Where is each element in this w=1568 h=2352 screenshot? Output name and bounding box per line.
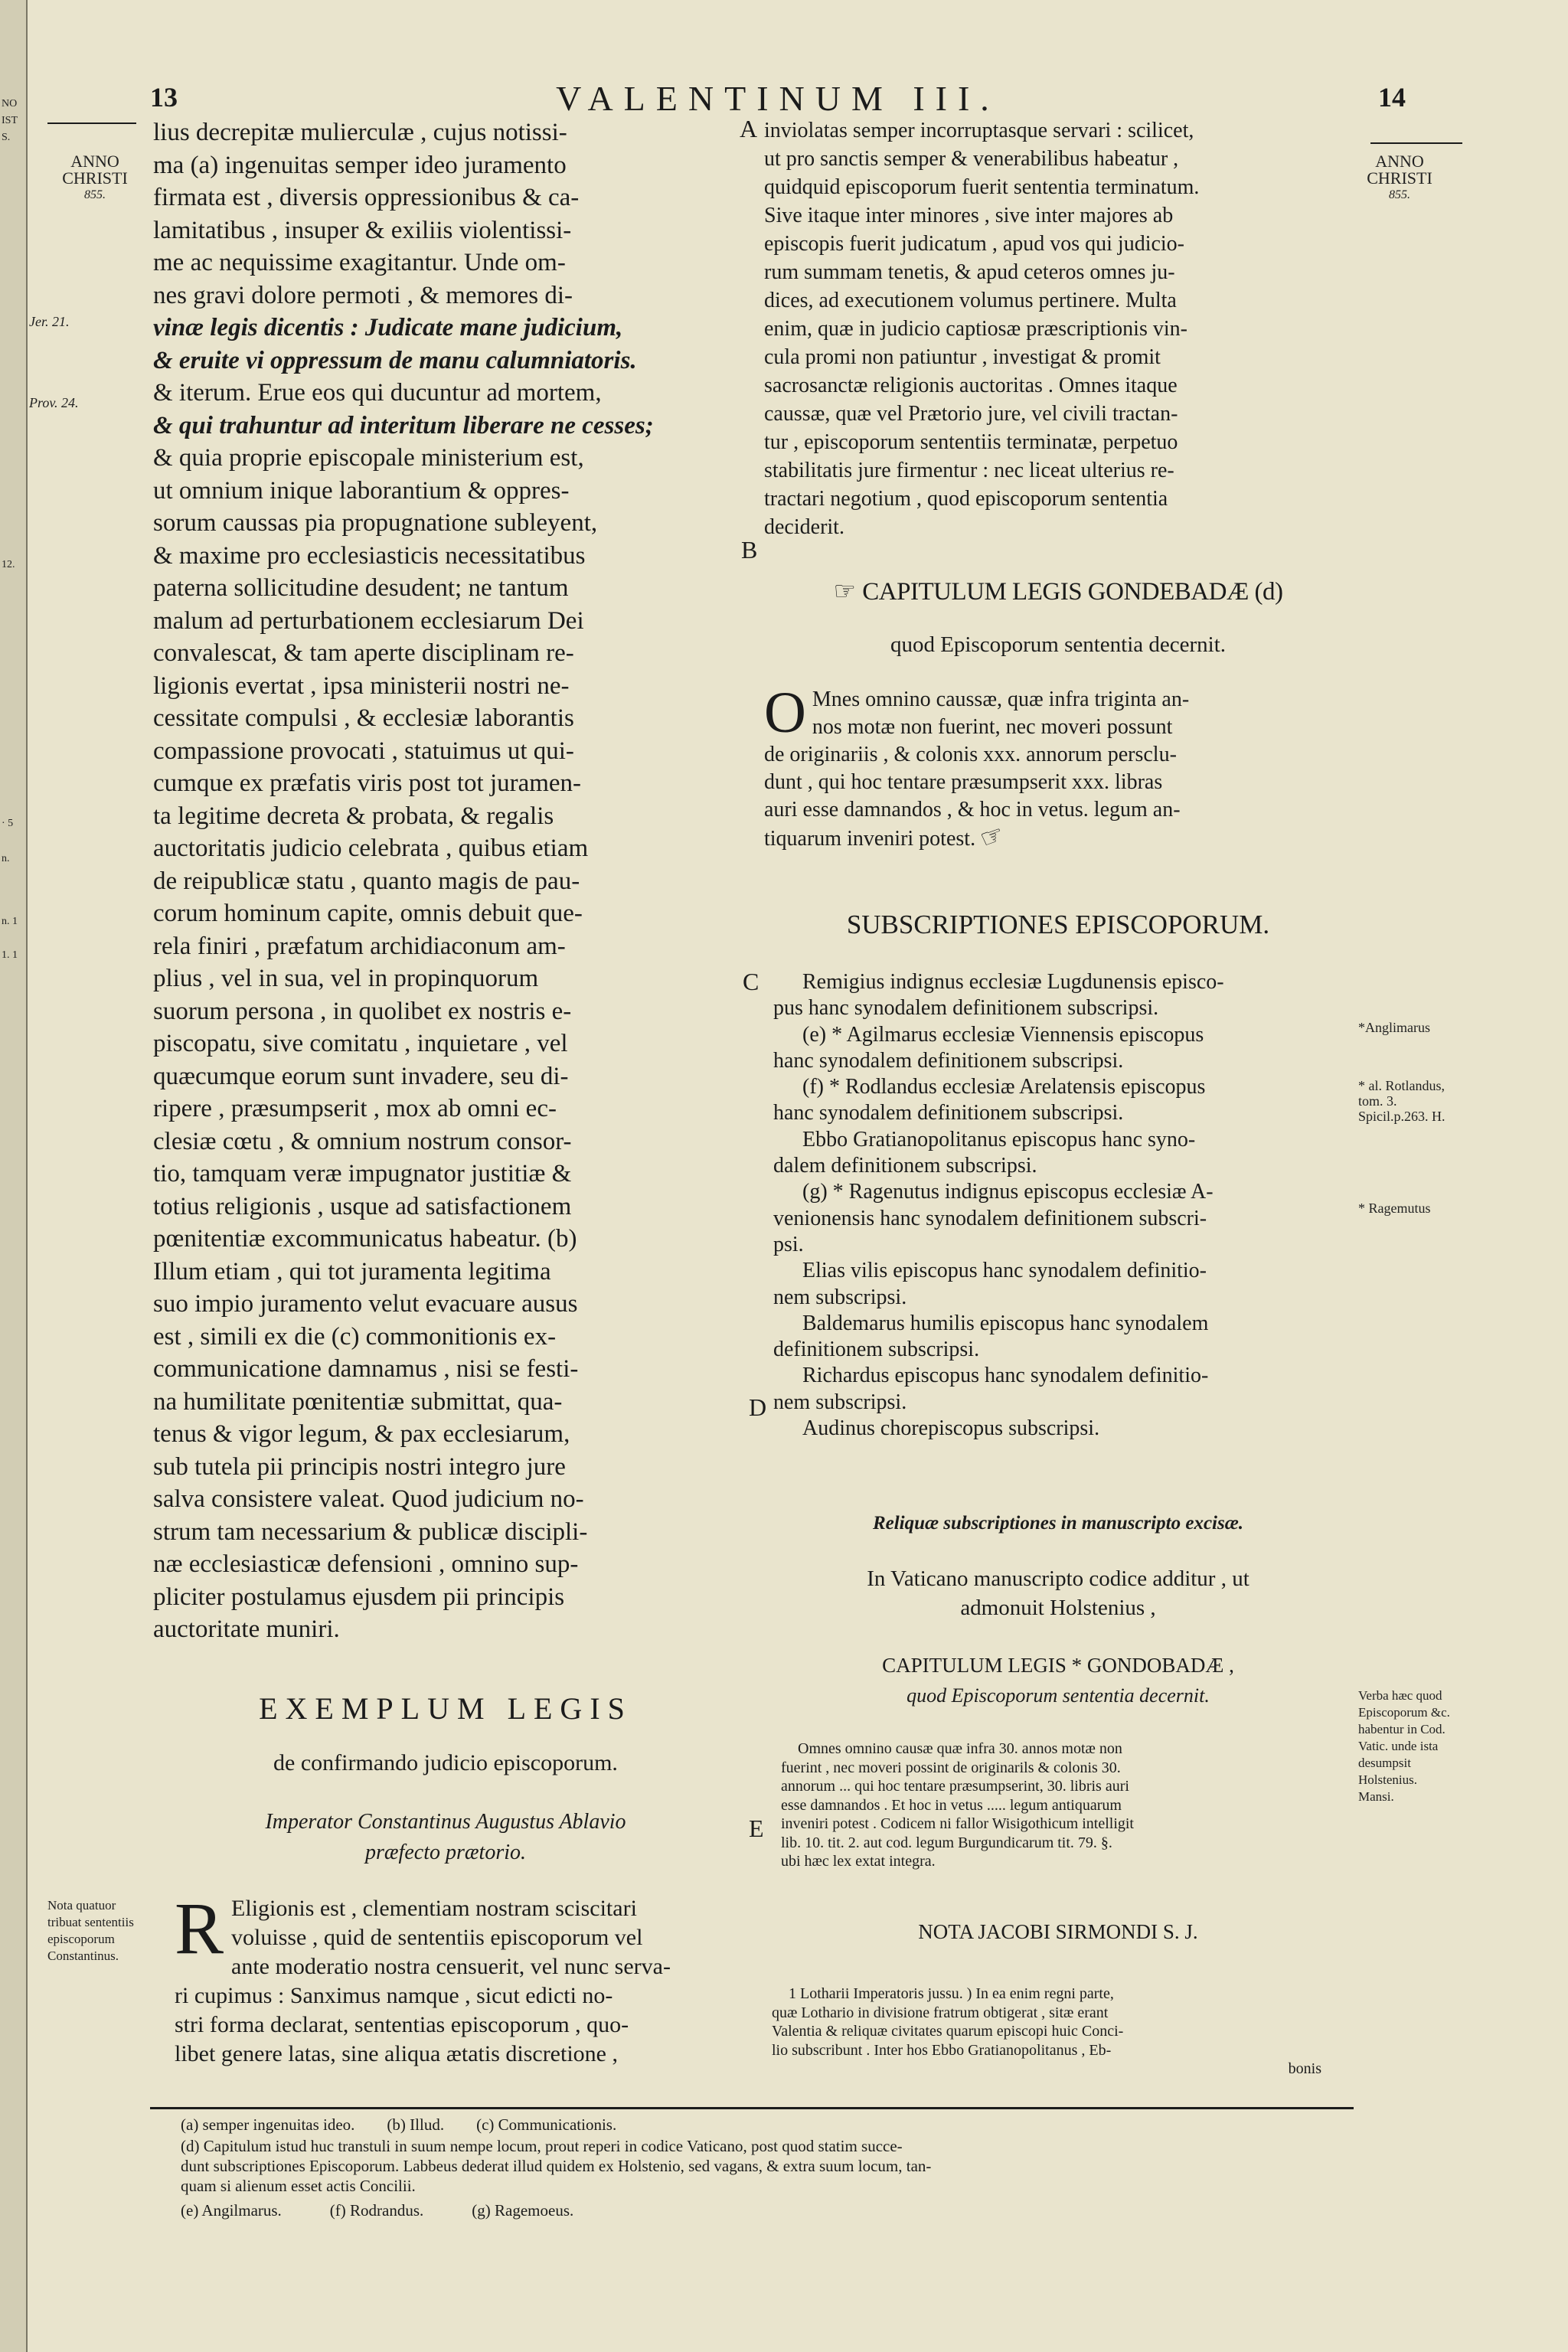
- text-line: dunt , qui hoc tentare præsumpserit xxx. libras: [764, 770, 1163, 794]
- text-line: voluisse , quid de sententiis episcoporum vel: [231, 1925, 643, 1950]
- section-letter-e: E: [749, 1815, 764, 1842]
- text-line: plius , vel in sua, vel in propinquorum: [153, 965, 539, 992]
- text-line: ubi hæc lex extat integra.: [781, 1853, 936, 1870]
- text-line: Elias vilis episcopus hanc synodalem definitio-: [802, 1259, 1207, 1283]
- edge-fragment: IST: [2, 115, 18, 126]
- capitulum2-subtitle: quod Episcoporum sententia decernit.: [906, 1684, 1210, 1707]
- edge-fragment: n.: [2, 853, 10, 864]
- year-label: 855.: [1389, 188, 1410, 201]
- anno-label: ANNO: [70, 152, 119, 171]
- margin-note-right: *Anglimarus: [1358, 1020, 1430, 1035]
- capitulum2-text: [781, 1740, 1352, 1871]
- text-line: auctoritate muniri.: [153, 1615, 340, 1643]
- text-line: de reipublicæ statu , quanto magis de pau-: [153, 867, 580, 895]
- text-line: quæ Lothario in divisione fratrum obtigerat , sitæ erant: [772, 2004, 1109, 2021]
- text-line: salva consistere valeat. Quod judicium no-: [153, 1485, 584, 1513]
- text-line: tractari negotium , quod episcoporum sententia: [764, 487, 1168, 511]
- text-line: suorum persona , in quolibet ex nostris e-: [153, 997, 572, 1025]
- anno-label: ANNO: [1375, 152, 1424, 171]
- exemplum-address: præfecto prætorio.: [364, 1841, 526, 1864]
- edge-fragment: 1. 1: [2, 949, 18, 961]
- capitulum2-title: CAPITULUM LEGIS * GONDOBADÆ ,: [882, 1654, 1234, 1677]
- edge-fragment: S.: [2, 132, 11, 143]
- text-line: ut omnium inique laborantium & oppres-: [153, 476, 570, 505]
- text-line: psi.: [773, 1232, 804, 1256]
- text-line: Baldemarus humilis episcopus hanc synodalem: [802, 1311, 1209, 1335]
- subscriptiones-title: SUBSCRIPTIONES EPISCOPORUM.: [846, 910, 1270, 939]
- text-line: nes gravi dolore permoti , & memores di-: [153, 281, 573, 309]
- scripture-quote: & qui trahuntur ad interitum liberare ne cesses;: [153, 411, 654, 439]
- drop-cap: O: [764, 681, 806, 745]
- text-line: tur , episcoporum sententiis terminatæ, perpetuo: [764, 430, 1178, 454]
- page-number-right: 14: [1378, 82, 1406, 113]
- anno-christi-left: [49, 153, 141, 204]
- text-line: sub tutela pii principis nostri integro jure: [153, 1452, 566, 1481]
- text-line: [764, 819, 1352, 855]
- text-line: firmata est , diversis oppressionibus & ca-: [153, 184, 580, 211]
- text-line: ripere , præsumpserit , mox ab omni ec-: [153, 1095, 557, 1122]
- text-line: annorum ... qui hoc tentare præsumpserint, 30. libris auri: [781, 1778, 1129, 1795]
- right-column-text: [764, 116, 1352, 541]
- text-line: Illum etiam , qui tot juramenta legitima: [153, 1257, 551, 1285]
- text-line: ligionis evertat , ipsa ministerii nostri ne-: [153, 671, 570, 700]
- footnote-line: (d) Capitulum istud huc transtuli in suum nempe locum, prout reperi in codice Vaticano, post quod statim succe-: [181, 2137, 903, 2155]
- christi-label: CHRISTI: [1367, 168, 1432, 188]
- drop-cap: R: [175, 1887, 224, 1969]
- scripture-quote: vinæ legis dicentis : Judicate mane judicium,: [153, 314, 623, 341]
- text-line: dices, ad executionem volumus pertinere. Multa: [764, 289, 1177, 312]
- text-line: Sive itaque inter minores , sive inter majores ab: [764, 204, 1174, 227]
- text-line: Omnes omnino causæ quæ infra 30. annos motæ non: [798, 1740, 1122, 1757]
- text-line: Audinus chorepiscopus subscripsi.: [802, 1416, 1100, 1441]
- text-line: venionensis hanc synodalem definitionem subscri-: [773, 1206, 1207, 1230]
- text-line: est , simili ex die (c) commonitionis ex-: [153, 1322, 557, 1351]
- text-line: (e) * Agilmarus ecclesiæ Viennensis episcopus: [802, 1022, 1204, 1047]
- footnote-line: (e) Angilmarus. (f) Rodrandus. (g) Ragemoeus.: [181, 2201, 574, 2220]
- left-column-text: [153, 116, 738, 1646]
- subscriptions-list: [773, 969, 1355, 1442]
- text-line: auri esse damnandos , & hoc in vetus. legum an-: [764, 798, 1181, 822]
- vaticano-note: admonuit Holstenius ,: [960, 1596, 1156, 1620]
- text-line: corum hominum capite, omnis debuit que-: [153, 900, 583, 927]
- margin-rule-left: [47, 122, 136, 124]
- section-letter-d: D: [749, 1393, 767, 1421]
- text-line: definitionem subscripsi.: [773, 1338, 980, 1362]
- text-line: compassione provocati , statuimus ut qui-: [153, 737, 574, 765]
- margin-note-right: Verba hæc quod Episcoporum &c. habentur in Cod. Vatic. unde ista desumpsit Holstenius. Mansi.: [1358, 1688, 1450, 1804]
- nota-title: NOTA JACOBI SIRMONDI S. J.: [918, 1920, 1198, 1943]
- text-line: næ ecclesiasticæ defensioni , omnino sup-: [153, 1550, 579, 1578]
- capitulum-subtitle: quod Episcoporum sententia decernit.: [890, 632, 1227, 657]
- text-line: esse damnandos . Et hoc in vetus ..... legum antiquarum: [781, 1796, 1122, 1814]
- text-line: clesiæ cœtu , & omnium nostrum consor-: [153, 1127, 572, 1155]
- scripture-ref: Prov. 24.: [29, 395, 79, 410]
- text-line: nos motæ non fuerint, nec moveri possunt: [812, 715, 1173, 739]
- text-line: paterna sollicitudine desudent; ne tantum: [153, 574, 569, 602]
- text-line: nem subscripsi.: [773, 1390, 907, 1414]
- pointing-hand-icon: ☞: [833, 578, 857, 606]
- anno-christi-right: [1354, 153, 1446, 204]
- nota-text: [772, 1984, 1352, 2079]
- text-line: rum summam tenetis, & apud ceteros omnes ju-: [764, 260, 1175, 284]
- section-letter-a: A: [740, 115, 758, 142]
- text-line: stabilitatis jure firmentur : nec liceat ulterius re-: [764, 459, 1174, 482]
- text-line: me ac nequissime exagitantur. Unde om-: [153, 249, 566, 276]
- text-line: piscopatu, sive comitatu , inquietare , vel: [153, 1030, 568, 1057]
- text-line: Eligionis est , clementiam nostram sciscitari: [231, 1896, 637, 1921]
- scripture-quote: & eruite vi oppressum de manu calumniatoris.: [153, 346, 637, 374]
- text-line: Ebbo Gratianopolitanus episcopus hanc syno-: [802, 1127, 1196, 1152]
- text-line: hanc synodalem definitionem subscripsi.: [773, 1048, 1124, 1073]
- text-line: strum tam necessarium & publicæ discipli-: [153, 1517, 588, 1546]
- text-line: Remigius indignus ecclesiæ Lugdunensis episco-: [802, 970, 1224, 994]
- capitulum-title: CAPITULUM LEGIS GONDEBADÆ (d): [862, 578, 1283, 606]
- text-line: Richardus episcopus hanc synodalem definitio-: [802, 1364, 1209, 1388]
- text-line: na humilitate pœnitentiæ submittat, qua-: [153, 1387, 563, 1416]
- year-label: 855.: [84, 188, 106, 201]
- text-line: (f) * Rodlandus ecclesiæ Arelatensis episcopus: [802, 1075, 1206, 1099]
- margin-note-right: * al. Rotlandus, tom. 3. Spicil.p.263. H.: [1358, 1078, 1446, 1124]
- section-letter-c: C: [743, 968, 760, 995]
- text-line: fuerint , nec moveri possint de originarils & colonis 30.: [781, 1759, 1121, 1776]
- text-line: ta legitime decreta & probata, & regalis: [153, 802, 554, 830]
- text-line: inveniri potest . Codicem ni fallor Wisigothicum intelligit: [781, 1815, 1134, 1832]
- text-line: 1 Lotharii Imperatoris jussu. ) In ea enim regni parte,: [789, 1985, 1114, 2002]
- text-line: sorum caussas pia propugnatione subleyent,: [153, 509, 598, 537]
- text-line: enim, quæ in judicio captiosæ præscriptionis vin-: [764, 317, 1187, 341]
- footnote-line: quam si alienum esset actis Concilii.: [181, 2177, 416, 2195]
- edge-fragment: NO: [2, 98, 18, 109]
- text-line: lib. 10. tit. 2. aut cod. legum Burgundicarum tit. 79. §.: [781, 1834, 1112, 1851]
- running-title: VALENTINUM III.: [556, 79, 1000, 118]
- text-line: convalescat, & tam aperte disciplinam re-: [153, 639, 574, 667]
- text-line: inviolatas semper incorruptasque servari : scilicet,: [764, 119, 1194, 142]
- text-line: & quia proprie episcopale ministerium est,: [153, 444, 584, 472]
- text-line: cessitate compulsi , & ecclesiæ laborantis: [153, 704, 574, 732]
- omnes-paragraph: [764, 681, 1352, 855]
- text-line: communicatione damnamus , nisi se festi-: [153, 1355, 579, 1383]
- text-line: lio subscribunt . Inter hos Ebbo Gratianopolitanus , Eb-: [772, 2041, 1112, 2059]
- reliquae-note: Reliquæ subscriptiones in manuscripto excisæ.: [872, 1513, 1244, 1534]
- text-line: quæcumque eorum sunt invadere, seu di-: [153, 1062, 569, 1090]
- text-line: Mnes omnino caussæ, quæ infra triginta an-: [812, 688, 1190, 711]
- text-line: rela finiri , præfatum archidiaconum am-: [153, 932, 566, 960]
- text-line: Valentia & reliquæ civitates quarum episcopi huic Conci-: [772, 2023, 1124, 2040]
- text-span: tiquarum inveniri potest.: [764, 827, 976, 851]
- text-line: lius decrepitæ mulierculæ , cujus notissi-: [153, 119, 567, 146]
- text-line: cumque ex præfatis viris post tot juramen-: [153, 769, 582, 797]
- text-line: pus hanc synodalem definitionem subscripsi.: [773, 996, 1159, 1021]
- text-line: de originariis , & colonis xxx. annorum persclu-: [764, 743, 1177, 766]
- text-line: lamitatibus , insuper & exiliis violentissi-: [153, 216, 572, 244]
- text-line: totius religionis , usque ad satisfactionem: [153, 1192, 572, 1220]
- text-line: ri cupimus : Sanximus namque , sicut edicti no-: [175, 1983, 613, 2008]
- text-line: ante moderatio nostra censuerit, vel nunc serva-: [231, 1954, 671, 1979]
- edge-fragment: 12.: [2, 559, 15, 570]
- footnote-line: dunt subscriptiones Episcoporum. Labbeus dederat illud quidem ex Holstenio, sed vagans, & extra suum locum, tan-: [181, 2157, 932, 2175]
- text-line: libet genere latas, sine aliqua ætatis discretione ,: [175, 2041, 618, 2066]
- exemplum-subtitle: de confirmando judicio episcoporum.: [273, 1750, 618, 1775]
- text-line: ma (a) ingenuitas semper ideo juramento: [153, 151, 567, 179]
- adjacent-page-edge: [0, 0, 28, 2352]
- text-line: auctoritatis judicio celebrata , quibus etiam: [153, 835, 589, 862]
- text-line: stri forma declarat, sententias episcoporum , quo-: [175, 2012, 629, 2037]
- religionis-paragraph: [175, 1887, 738, 2069]
- text-line: & iterum. Erue eos qui ducuntur ad mortem,: [153, 379, 602, 407]
- text-line: pliciter postulamus ejusdem pii principis: [153, 1583, 565, 1611]
- text-line: caussæ, quæ vel Prætorio jure, vel civili tractan-: [764, 402, 1178, 426]
- edge-fragment: n. 1: [2, 916, 18, 927]
- text-line: suo impio juramento velut evacuare ausus: [153, 1290, 578, 1318]
- scripture-ref: Jer. 21.: [29, 314, 70, 329]
- text-line: malum ad perturbationem ecclesiarum Dei: [153, 606, 584, 635]
- footnote-rule: [150, 2107, 1354, 2109]
- christi-label: CHRISTI: [62, 168, 128, 188]
- text-line: ut pro sanctis semper & venerabilibus habeatur ,: [764, 147, 1179, 171]
- margin-note-right: * Ragemutus: [1358, 1200, 1431, 1216]
- section-letter-b: B: [741, 536, 758, 564]
- vaticano-note: In Vaticano manuscripto codice additur , ut: [867, 1566, 1250, 1591]
- text-line: sacrosanctæ religionis auctoritas . Omnes itaque: [764, 374, 1178, 397]
- text-line: (g) * Ragenutus indignus episcopus ecclesiæ A-: [802, 1180, 1214, 1204]
- page-number-left: 13: [150, 82, 178, 113]
- text-line: nem subscripsi.: [773, 1285, 907, 1309]
- text-line: deciderit.: [764, 515, 844, 539]
- text-line: hanc synodalem definitionem subscripsi.: [773, 1101, 1124, 1125]
- exemplum-address: Imperator Constantinus Augustus Ablavio: [265, 1810, 626, 1834]
- footnote-line: (a) semper ingenuitas ideo. (b) Illud. (c) Communicationis.: [181, 2115, 617, 2134]
- text-line: bonis: [1288, 2060, 1321, 2077]
- margin-note-left: Nota quatuor tribuat sententiis episcoporum Constantinus.: [47, 1898, 134, 1963]
- text-line: cula promi non patiuntur , investigat & promit: [764, 345, 1161, 369]
- text-line: episcopis fuerit judicatum , apud vos qui judicio-: [764, 232, 1185, 256]
- margin-rule-right: [1370, 142, 1462, 144]
- exemplum-title: EXEMPLUM LEGIS: [259, 1691, 632, 1726]
- text-line: tio, tamquam veræ impugnator justitiæ &: [153, 1160, 572, 1187]
- text-line: tenus & vigor legum, & pax ecclesiarum,: [153, 1420, 570, 1448]
- capitulum-heading: [764, 576, 1352, 606]
- text-line: & maxime pro ecclesiasticis necessitatibus: [153, 541, 586, 570]
- text-line: quidquid episcoporum fuerit sententia terminatum.: [764, 175, 1200, 199]
- text-line: dalem definitionem subscripsi.: [773, 1154, 1037, 1178]
- edge-fragment: · 5: [2, 818, 14, 829]
- text-line: pœnitentiæ excommunicatus habeatur. (b): [153, 1225, 577, 1253]
- pointing-hand-icon: ☞: [976, 819, 1008, 855]
